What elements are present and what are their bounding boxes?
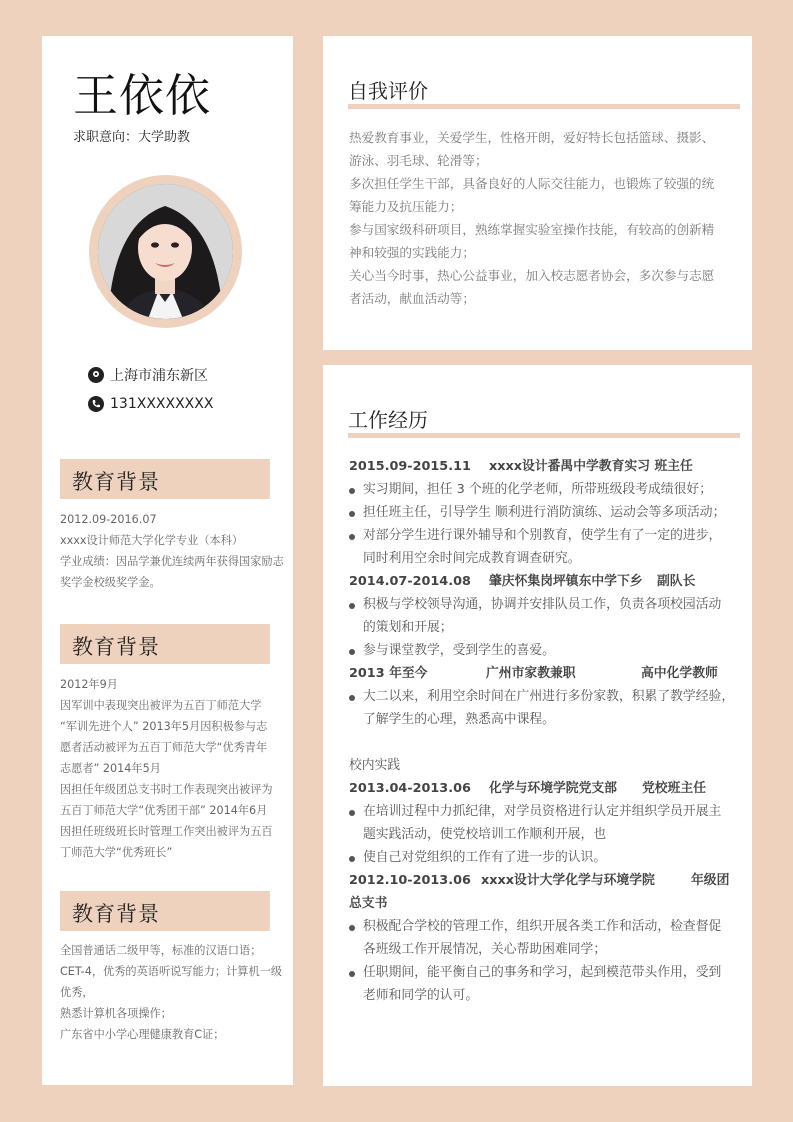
skills-details — [60, 940, 282, 1045]
text-line: 奖学金校级奖学金。 — [60, 576, 161, 589]
title-underline — [348, 104, 740, 109]
text-line: 2012.09-2016.07 — [60, 513, 157, 526]
text-line: 熟悉计算机各项操作； — [60, 1007, 172, 1020]
education-details — [60, 509, 282, 593]
job-bullet: 担任班主任，引导学生 顺利进行消防演练、运动会等多项活动； — [349, 501, 744, 524]
job-date: 2013 年至今 — [349, 666, 428, 681]
text-line: 丁师范大学“优秀班长” — [60, 846, 173, 859]
work-experience-title: 工作经历 — [348, 408, 428, 432]
job-bullet: 实习期间，担任 3 个班的化学老师，所带班级段考成绩很好； — [349, 478, 744, 501]
spacer — [349, 731, 744, 754]
job-header — [349, 777, 744, 800]
job-bullet: 参与课堂教学，受到学生的喜爱。 — [349, 639, 744, 662]
job-date: 2012.10-2013.06 — [349, 873, 471, 888]
text-line: 优秀， — [60, 986, 94, 999]
job-bullet-continuation: 老师和同学的认可。 — [363, 988, 479, 1003]
job-header — [349, 662, 744, 685]
job-bullet: 对部分学生进行课外辅导和个别教育，使学生有了一定的进步， — [349, 524, 744, 547]
avatar — [98, 184, 233, 319]
text-line: 因军训中表现突出被评为五百丁师范大学 — [60, 699, 262, 712]
job-bullet: 在培训过程中力抓纪律，对学员资格进行认定并组织学员开展主 — [349, 800, 744, 823]
job-header — [349, 570, 744, 593]
job-role-continuation: 总支书 — [349, 896, 388, 911]
job-org: xxxx设计大学化学与环境学院 — [481, 873, 655, 888]
work-experience-panel — [323, 365, 752, 1086]
text-line: 因担任班级班长时管理工作突出被评为五百 — [60, 825, 273, 838]
job-role: 高中化学教师 — [641, 666, 718, 681]
text-line: 参与国家级科研项目，熟练掌握实验室操作技能，有较高的创新精 — [349, 222, 715, 237]
section-label-honors — [60, 624, 270, 664]
job-date: 2015.09-2015.11 — [349, 459, 471, 474]
left-column — [42, 36, 293, 1085]
job-org: xxxx设计番禺中学教育实习 班主任 — [489, 459, 693, 474]
self-evaluation-text — [349, 126, 741, 310]
job-org: 肇庆怀集岗坪镇东中学下乡 — [489, 574, 643, 589]
job-org: 广州市家教兼职 — [486, 666, 576, 681]
title-underline — [348, 433, 740, 438]
work-list — [349, 455, 744, 1007]
text-line: 全国普通话二级甲等，标准的汉语口语； — [60, 944, 262, 957]
address-text: 上海市浦东新区 — [110, 368, 208, 384]
job-bullet-continuation: 题实践活动，使党校培训工作顺利开展，也 — [363, 827, 607, 842]
job-role: 年级团 — [691, 873, 730, 888]
job-header — [349, 455, 744, 478]
job-bullet: 任职期间，能平衡自己的事务和学习，起到模范带头作用，受到 — [349, 961, 744, 984]
job-header — [349, 869, 744, 892]
job-role: 副队长 — [657, 574, 696, 589]
avatar-frame — [89, 175, 242, 328]
text-line: xxxx设计师范大学化学专业（本科） — [60, 534, 244, 547]
self-evaluation-title: 自我评价 — [348, 79, 428, 103]
section-title: 教育背景 — [72, 635, 160, 659]
self-evaluation-panel — [323, 36, 752, 350]
text-line: 五百丁师范大学“优秀团干部” 2014年6月 — [60, 804, 268, 817]
text-line: 2012年9月 — [60, 678, 118, 691]
text-line: CET-4，优秀的英语听说写能力；计算机一级 — [60, 965, 283, 978]
phone-icon — [88, 396, 104, 412]
job-objective: 求职意向：大学助教 — [73, 130, 191, 145]
job-bullet: 积极配合学校的管理工作，组织开展各类工作和活动，检查督促 — [349, 915, 744, 938]
job-date: 2013.04-2013.06 — [349, 781, 471, 796]
section-title: 教育背景 — [72, 470, 160, 494]
job-date: 2014.07-2014.08 — [349, 574, 471, 589]
job-bullet: 使自己对党组织的工作有了进一步的认识。 — [349, 846, 744, 869]
phone-text: 131XXXXXXXX — [110, 396, 214, 412]
text-line: 关心当今时事，热心公益事业，加入校志愿者协会，多次参与志愿 — [349, 268, 715, 283]
candidate-name: 王依依 — [73, 69, 212, 122]
text-line: 热爱教育事业，关爱学生，性格开朗，爱好特长包括篮球、摄影、 — [349, 130, 715, 145]
text-line: “军训先进个人” 2013年5月因积极参与志 — [60, 720, 268, 733]
address-line — [88, 365, 208, 385]
section-label-education — [60, 459, 270, 499]
text-line: 愿者活动被评为五百丁师范大学“优秀青年 — [60, 741, 268, 754]
text-line: 者活动，献血活动等； — [349, 291, 475, 306]
campus-practice-label: 校内实践 — [349, 758, 401, 773]
job-bullet-continuation: 各班级工作开展情况，关心帮助困难同学； — [363, 942, 607, 957]
job-bullet-continuation: 了解学生的心理，熟悉高中课程。 — [363, 712, 555, 727]
text-line: 多次担任学生干部，具备良好的人际交往能力，也锻炼了较强的统 — [349, 176, 715, 191]
section-label-skills — [60, 891, 270, 931]
text-line: 游泳、羽毛球、轮滑等； — [349, 153, 488, 168]
text-line: 志愿者” 2014年5月 — [60, 762, 161, 775]
text-line: 广东省中小学心理健康教育C证； — [60, 1028, 225, 1041]
job-bullet: 积极与学校领导沟通，协调并安排队员工作，负责各项校园活动 — [349, 593, 744, 616]
job-role: 党校班主任 — [642, 781, 706, 796]
text-line: 神和较强的实践能力； — [349, 245, 475, 260]
section-title: 教育背景 — [72, 902, 160, 926]
text-line: 因担任年级团总支书时工作表现突出被评为 — [60, 783, 273, 796]
job-org: 化学与环境学院党支部 — [489, 781, 617, 796]
location-pin-icon — [88, 367, 104, 383]
job-bullet-continuation: 同时利用空余时间完成教育调查研究。 — [363, 551, 581, 566]
portrait-photo — [98, 184, 233, 319]
text-line: 筹能力及抗压能力； — [349, 199, 463, 214]
job-bullet: 大二以来，利用空余时间在广州进行多份家教，积累了教学经验， — [349, 685, 744, 708]
phone-line — [88, 396, 213, 412]
job-bullet-continuation: 的策划和开展； — [363, 620, 453, 635]
text-line: 学业成绩：因品学兼优连续两年获得国家励志 — [60, 555, 284, 568]
honors-details — [60, 674, 282, 863]
